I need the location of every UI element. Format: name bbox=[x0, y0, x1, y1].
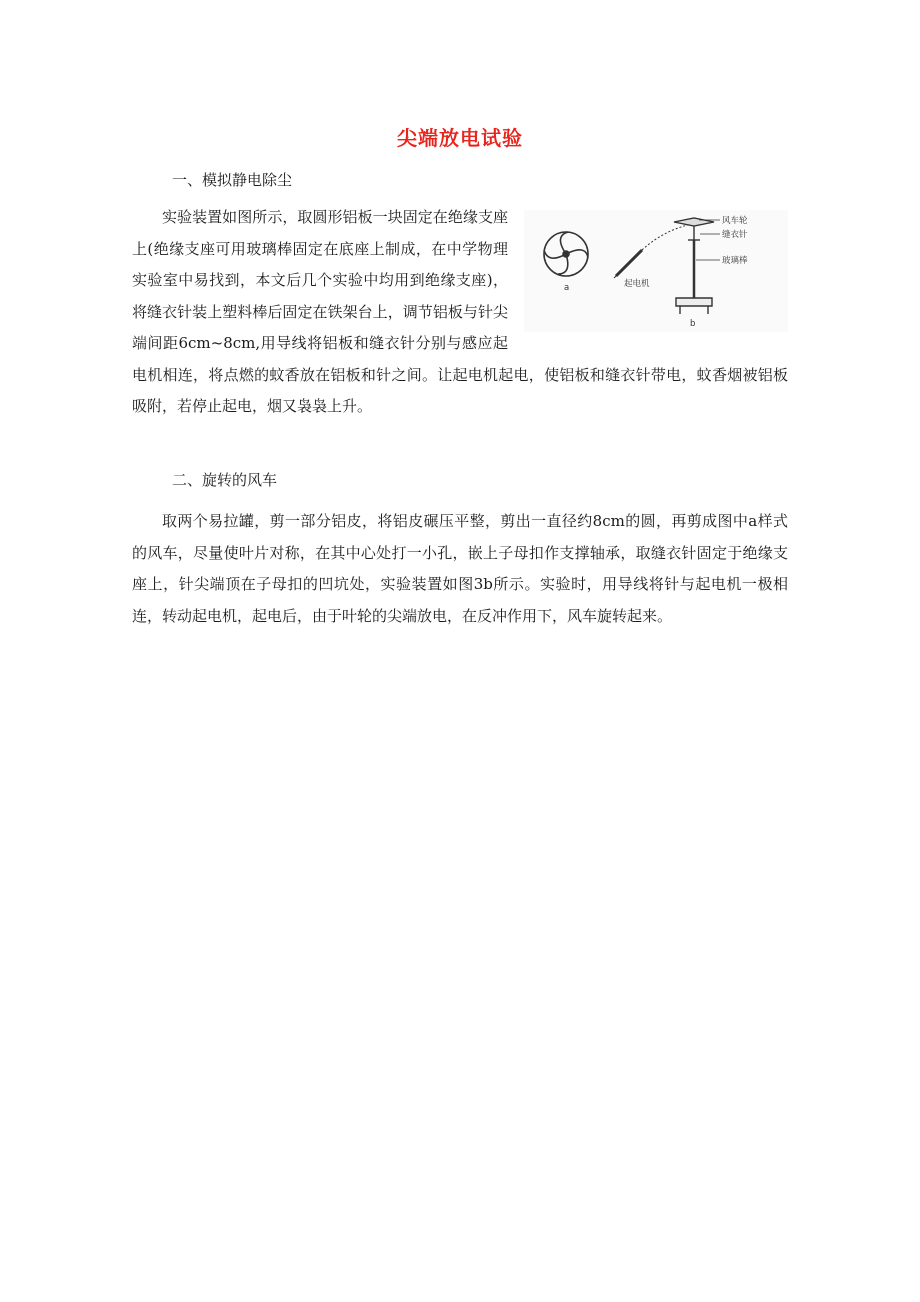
figure-label-a: a bbox=[564, 283, 570, 293]
figure-label-glass-rod: 玻璃棒 bbox=[722, 256, 748, 266]
section-2-heading: 二、旋转的风车 bbox=[172, 471, 278, 489]
section-1-paragraph bbox=[132, 202, 788, 423]
figure-label-windmill: 风车轮 bbox=[722, 216, 748, 226]
section-1-text: 实验装置如图所示，取圆形铝板一块固定在绝缘支座上(绝缘支座可用玻璃棒固定在底座上制成，在中学物理实验室中易找到，本文后几个实验中均用到绝缘支座)，将缝衣针装上塑料棒后固定在铁架台上，调节铝板与针尖端间距6cm~8cm,用导线将铝板和缝衣针分别与感应起电机相连，将点燃的蚊香放在铝板和针之间。让起电机起电，使铝板和缝衣针带电，蚊香烟被铝板吸附，若停止起电，烟又袅袅上升。 bbox=[132, 208, 788, 415]
section-1-heading: 一、模拟静电除尘 bbox=[172, 171, 293, 189]
apparatus-diagram bbox=[524, 210, 788, 332]
windmill-a-drawing bbox=[544, 232, 588, 276]
apparatus-figure bbox=[524, 210, 788, 332]
generator-drawing bbox=[614, 224, 692, 278]
section-2-paragraph: 取两个易拉罐，剪一部分铝皮，将铝皮碾压平整，剪出一直径约8cm的圆，再剪成图中a样式的风车，尽量使叶片对称，在其中心处打一小孔，嵌上子母扣作支撑轴承，取缝衣针固定于绝缘支座上，针尖端顶在子母扣的凹坑处，实验装置如图3b所示。实验时，用导线将针与起电机一极相连，转动起电机，起电后，由于叶轮的尖端放电，在反冲作用下，风车旋转起来。 bbox=[132, 512, 788, 625]
document-title: 尖端放电试验 bbox=[397, 126, 523, 150]
stand-b-drawing bbox=[674, 218, 720, 314]
figure-label-generator: 起电机 bbox=[624, 279, 650, 289]
figure-label-needle: 缝衣针 bbox=[722, 230, 748, 240]
figure-label-b: b bbox=[690, 319, 696, 329]
